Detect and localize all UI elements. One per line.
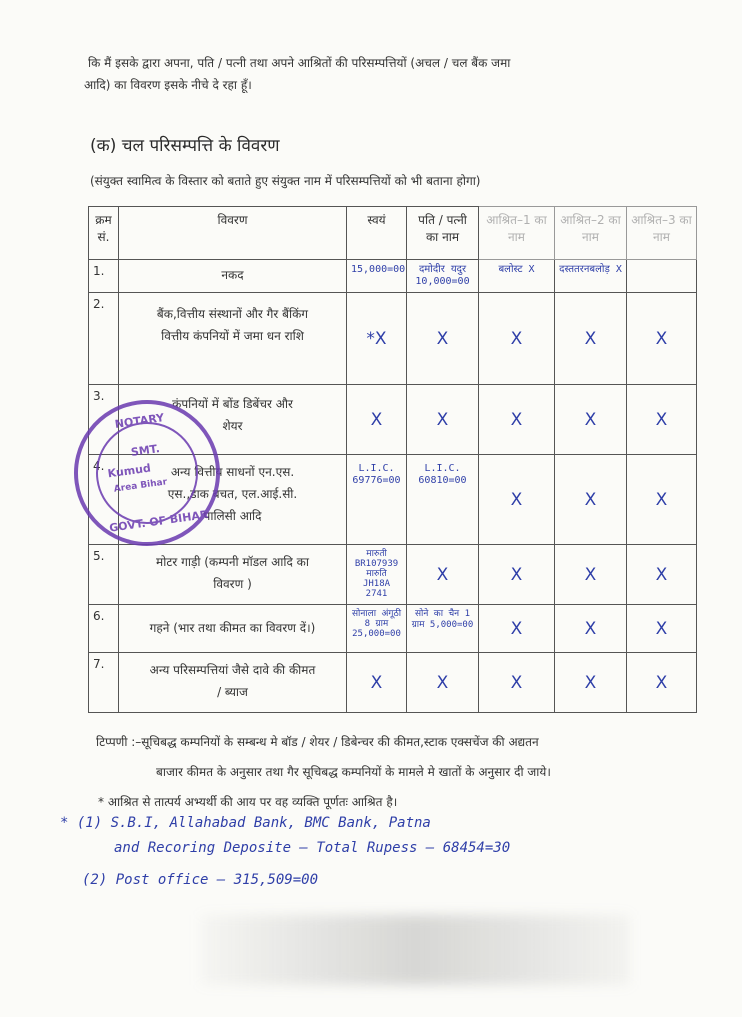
- cell-self: 15,000=00: [347, 260, 407, 293]
- cell-dependent-1: X: [479, 605, 555, 653]
- header-description: विवरण: [119, 207, 347, 260]
- cell-spouse: X: [407, 293, 479, 385]
- row-desc: बैंक,वित्तीय संस्थानों और गैर बैंकिंग वित्तीय कंपनियों में जमा धन राशि: [119, 293, 347, 385]
- cell-dependent-1: बलोस्ट X: [479, 260, 555, 293]
- handwritten-line-2: and Recoring Deposite — Total Rupess — 68454=30: [114, 840, 511, 856]
- row-desc: नकद: [119, 260, 347, 293]
- note-line-3: * आश्रित से तात्पर्य अभ्यर्थी की आय पर वह व्यक्ति पूर्णतः आश्रित है।: [98, 795, 398, 809]
- cell-spouse: X: [407, 385, 479, 455]
- intro-text: [84, 52, 511, 96]
- row-desc: अन्य वित्तीय साधनों एन.एस. एस.,डाक बचत, एल.आई.सी. पालिसी आदि: [119, 455, 347, 545]
- row-desc: गहने (भार तथा कीमत का विवरण दें।): [119, 605, 347, 653]
- cell-dependent-3: X: [627, 385, 697, 455]
- table-row: [89, 293, 697, 385]
- row-desc: मोटर गाड़ी (कम्पनी मॉडल आदि का विवरण ): [119, 545, 347, 605]
- handwritten-line-3: (2) Post office — 315,509=00: [82, 872, 319, 888]
- cell-dependent-3: X: [627, 455, 697, 545]
- cell-spouse: सोने का चैन 1 ग्राम 5,000=00: [407, 605, 479, 653]
- cell-dependent-1: X: [479, 455, 555, 545]
- header-dependent-3: आश्रित–3 का नाम: [627, 207, 697, 260]
- cell-spouse: X: [407, 545, 479, 605]
- section-subheading: (संयुक्त स्वामित्व के विस्तार को बताते हुए संयुक्त नाम में परिसम्पत्तियों को भी बताना होगा): [90, 174, 481, 188]
- cell-dependent-3: X: [627, 605, 697, 653]
- handwritten-line-1: * (1) S.B.I, Allahabad Bank, BMC Bank, Patna: [60, 815, 431, 831]
- header-dependent-1: आश्रित–1 का नाम: [479, 207, 555, 260]
- cell-dependent-1: X: [479, 653, 555, 713]
- cell-dependent-2: X: [555, 455, 627, 545]
- stamp-mid-text-3: Area Bihar: [113, 477, 168, 495]
- table-row: [89, 653, 697, 713]
- header-self: स्वयं: [347, 207, 407, 260]
- note-line-2: बाजार कीमत के अनुसार तथा गैर सूचिबद्ध कम्पनियों के मामले मे खातों के अनुसार दी जाये।: [156, 765, 551, 779]
- cell-self: मारुती BR107939 मारुति JH18A 2741: [347, 545, 407, 605]
- cell-dependent-2: X: [555, 293, 627, 385]
- cell-dependent-3: X: [627, 293, 697, 385]
- cell-dependent-2: दस्ततरनबलोड़ X: [555, 260, 627, 293]
- cell-self: X: [347, 653, 407, 713]
- intro-line-2: आदि) का विवरण इसके नीचे दे रहा हूँ।: [84, 78, 252, 92]
- cell-spouse: X: [407, 653, 479, 713]
- header-dependent-2: आश्रित–2 का नाम: [555, 207, 627, 260]
- row-num: 7.: [89, 653, 119, 713]
- intro-line-1: कि मैं इसके द्वारा अपना, पति / पत्नी तथा अपने आश्रितों की परिसम्पत्तियों (अचल / चल बैंक जमा: [88, 56, 511, 70]
- cell-dependent-1: X: [479, 293, 555, 385]
- cell-spouse: L.I.C. 60810=00: [407, 455, 479, 545]
- row-desc: कंपनियों में बोंड डिबेंचर और शेयर: [119, 385, 347, 455]
- note-line-1: टिप्पणी :–सूचिबद्ध कम्पनियों के सम्बन्ध मे बॉड / शेयर / डिबेन्चर की कीमत,स्टाक एक्सचेंज की अद्यतन: [96, 735, 539, 749]
- cell-dependent-2: X: [555, 385, 627, 455]
- table-header-row: [89, 207, 697, 260]
- stamp-bottom-text: GOVT. OF BIHAR: [108, 507, 210, 535]
- section-heading: (क) चल परिसम्पत्ति के विवरण: [90, 136, 280, 156]
- cell-self: *X: [347, 293, 407, 385]
- stamp-mid-text-1: SMT.: [130, 442, 161, 459]
- row-num: 3.: [89, 385, 119, 455]
- scan-smudge: [200, 915, 630, 985]
- cell-dependent-3: [627, 260, 697, 293]
- cell-dependent-2: X: [555, 653, 627, 713]
- cell-dependent-3: X: [627, 545, 697, 605]
- header-spouse: पति / पत्नी का नाम: [407, 207, 479, 260]
- table-row: [89, 545, 697, 605]
- table-row: [89, 605, 697, 653]
- row-desc: अन्य परिसम्पत्तियां जैसे दावे की कीमत / ब्याज: [119, 653, 347, 713]
- cell-dependent-1: X: [479, 385, 555, 455]
- cell-self: सोनाला अंगूठी 8 ग्राम 25,000=00: [347, 605, 407, 653]
- stamp-top-text: NOTARY: [114, 411, 165, 431]
- cell-dependent-2: X: [555, 605, 627, 653]
- cell-self: L.I.C. 69776=00: [347, 455, 407, 545]
- header-serial: क्रम सं.: [89, 207, 119, 260]
- cell-self: X: [347, 385, 407, 455]
- row-num: 6.: [89, 605, 119, 653]
- cell-dependent-1: X: [479, 545, 555, 605]
- row-num: 4.: [89, 455, 119, 545]
- cell-dependent-2: X: [555, 545, 627, 605]
- row-num: 5.: [89, 545, 119, 605]
- cell-spouse: दमोदीर यदुर 10,000=00: [407, 260, 479, 293]
- table-row: [89, 260, 697, 293]
- row-num: 1.: [89, 260, 119, 293]
- stamp-mid-text-2: Kumud: [106, 461, 152, 481]
- row-num: 2.: [89, 293, 119, 385]
- cell-dependent-3: X: [627, 653, 697, 713]
